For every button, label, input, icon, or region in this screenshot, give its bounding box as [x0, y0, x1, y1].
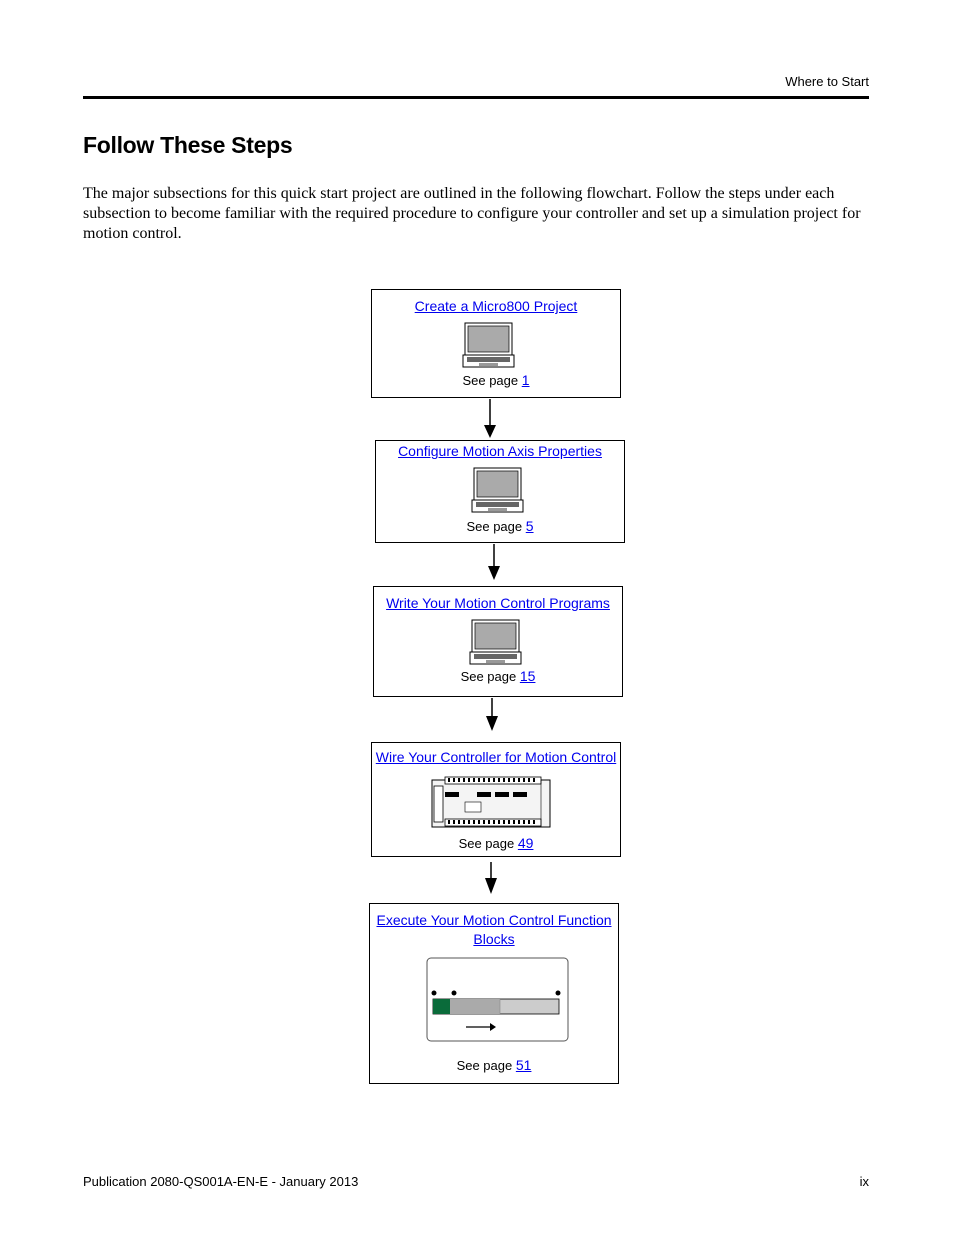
laptop-icon	[469, 619, 523, 667]
running-header: Where to Start	[785, 74, 869, 89]
page-link-5[interactable]: 5	[525, 518, 534, 534]
see-page-label: See page	[458, 836, 515, 851]
see-page-label: See page	[462, 373, 519, 388]
see-page-label: See page	[456, 1058, 513, 1073]
simulation-panel-icon	[426, 957, 570, 1043]
intro-paragraph: The major subsections for this quick start project are outlined in the following flowchart. Follow the steps under each subsection to become familiar with the required procedure to configure your controller and set up a simulation project for motion control.	[83, 185, 861, 242]
step-box-execute-function-blocks	[369, 903, 619, 1084]
page-link-51[interactable]: 51	[515, 1057, 532, 1073]
step-box-configure-axis	[375, 440, 625, 543]
controller-icon	[431, 776, 553, 830]
flow-arrow	[488, 544, 500, 584]
step-link-configure-axis[interactable]: Configure Motion Axis Properties	[398, 443, 602, 459]
header-rule	[83, 96, 869, 99]
page-title: Follow These Steps	[83, 132, 293, 158]
see-page-label: See page	[460, 669, 517, 684]
step-link-write-programs[interactable]: Write Your Motion Control Programs	[386, 595, 610, 611]
step-link-wire-controller[interactable]: Wire Your Controller for Motion Control	[375, 749, 617, 765]
laptop-icon	[471, 467, 525, 515]
see-page-label: See page	[466, 519, 523, 534]
step-link-create-project[interactable]: Create a Micro800 Project	[414, 298, 578, 314]
page-number: ix	[859, 1174, 869, 1189]
page-link-1[interactable]: 1	[521, 372, 530, 388]
publication-footer: Publication 2080-QS001A-EN-E - January 2013	[83, 1174, 359, 1189]
laptop-icon	[462, 322, 516, 370]
flow-arrow	[486, 698, 498, 738]
step-box-write-programs	[373, 586, 623, 697]
step-box-wire-controller	[371, 742, 621, 857]
flow-arrow	[485, 862, 497, 902]
step-box-create-project	[371, 289, 621, 398]
page-link-49[interactable]: 49	[517, 835, 534, 851]
flow-arrow	[484, 399, 496, 439]
step-link-execute-function-blocks[interactable]: Execute Your Motion Control Function	[376, 912, 612, 928]
step-link-execute-function-blocks-cont[interactable]: Blocks	[473, 931, 515, 947]
page-link-15[interactable]: 15	[519, 668, 536, 684]
